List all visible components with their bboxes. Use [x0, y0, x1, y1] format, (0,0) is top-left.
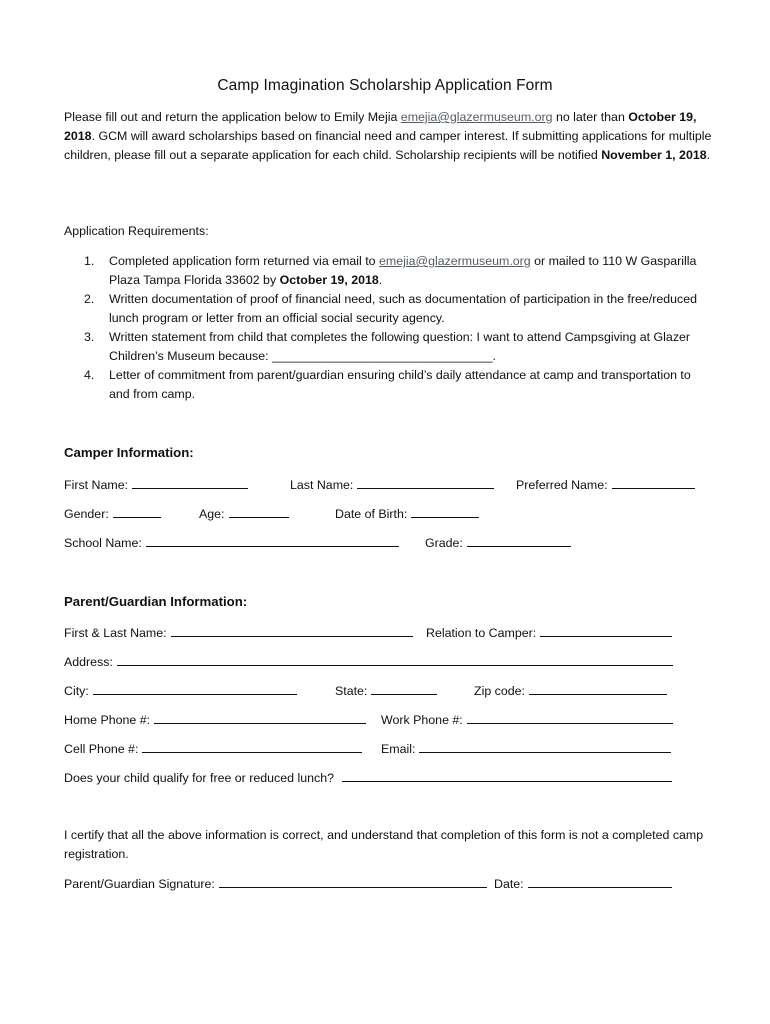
relation-label: Relation to Camper:: [426, 626, 537, 640]
city-label: City:: [64, 684, 89, 698]
intro-text-3: . GCM will award scholarships based on financial need and camper interest. If submitting applications for multiple children, please fill out a separate application for each child. Scholarship recipients will be notified: [64, 129, 712, 162]
signature-input[interactable]: [219, 875, 487, 888]
requirement-number: 3.: [84, 330, 95, 344]
guardian-name-field: [64, 624, 413, 640]
email-input[interactable]: [419, 740, 671, 753]
address-input[interactable]: [117, 653, 673, 666]
email-label: Email:: [381, 742, 416, 756]
guardian-section-heading: Parent/Guardian Information:: [64, 594, 248, 609]
intro-deadline: October 19, 2018: [64, 110, 697, 143]
home-phone-label: Home Phone #:: [64, 713, 151, 727]
state-label: State:: [335, 684, 368, 698]
zip-field: [474, 682, 667, 698]
last-name-input[interactable]: [357, 476, 494, 489]
age-field: [199, 505, 289, 521]
first-name-input[interactable]: [132, 476, 248, 489]
home-phone-field: [64, 711, 366, 727]
school-name-input[interactable]: [146, 534, 399, 547]
email-field: [381, 740, 671, 756]
requirement-item: [64, 328, 714, 366]
guardian-name-label: First & Last Name:: [64, 626, 167, 640]
zip-label: Zip code:: [474, 684, 525, 698]
preferred-name-input[interactable]: [612, 476, 695, 489]
requirement-item: [64, 252, 714, 290]
state-field: [335, 682, 437, 698]
age-label: Age:: [199, 507, 225, 521]
intro-text-1: Please fill out and return the application below to Emily Mejia: [64, 110, 401, 124]
city-input[interactable]: [93, 682, 297, 695]
first-name-label: First Name:: [64, 478, 129, 492]
cell-phone-input[interactable]: [142, 740, 362, 753]
preferred-name-field: [516, 476, 695, 492]
intro-text-4: .: [706, 148, 711, 162]
dob-label: Date of Birth:: [335, 507, 408, 521]
requirement-text: Letter of commitment from parent/guardian ensuring child’s daily attendance at camp and transportation to and from camp.: [109, 368, 691, 401]
home-phone-input[interactable]: [154, 711, 366, 724]
signature-field: [64, 875, 487, 891]
dob-input[interactable]: [411, 505, 479, 518]
last-name-label: Last Name:: [290, 478, 354, 492]
certification-text: I certify that all the above information is correct, and understand that completion of this form is not a completed camp registration.: [64, 828, 704, 861]
requirements-list: [64, 252, 714, 404]
intro-text-2: no later than: [552, 110, 629, 124]
camper-section-heading: Camper Information:: [64, 445, 194, 460]
form-title: Camp Imagination Scholarship Application Form: [217, 77, 553, 94]
requirement-number: 4.: [84, 368, 95, 382]
requirement-number: 2.: [84, 292, 95, 306]
cell-phone-field: [64, 740, 362, 756]
requirement-number: 1.: [84, 254, 95, 268]
first-name-field: [64, 476, 248, 492]
preferred-name-label: Preferred Name:: [516, 478, 608, 492]
last-name-field: [290, 476, 494, 492]
state-input[interactable]: [371, 682, 437, 695]
lunch-question-input[interactable]: [342, 769, 672, 782]
school-name-label: School Name:: [64, 536, 142, 550]
gender-field: [64, 505, 161, 521]
gender-label: Gender:: [64, 507, 109, 521]
requirement-text-c: .: [378, 273, 383, 287]
intro-notify-date: November 1, 2018: [601, 148, 707, 162]
signature-date-label: Date:: [494, 877, 524, 891]
requirement-item: [64, 366, 714, 404]
signature-date-input[interactable]: [528, 875, 672, 888]
address-field: [64, 653, 673, 669]
signature-label: Parent/Guardian Signature:: [64, 877, 215, 891]
dob-field: [335, 505, 479, 521]
work-phone-field: [381, 711, 673, 727]
city-field: [64, 682, 297, 698]
grade-input[interactable]: [467, 534, 571, 547]
cell-phone-label: Cell Phone #:: [64, 742, 139, 756]
intro-paragraph: [64, 108, 714, 165]
guardian-name-input[interactable]: [171, 624, 413, 637]
requirement-text: Written statement from child that completes the following question: I want to attend Campsgiving at Glazer Children’s Museum because: ________________________________.: [109, 330, 691, 363]
zip-input[interactable]: [529, 682, 667, 695]
intro-email-link[interactable]: emejia@glazermuseum.org: [400, 110, 553, 124]
grade-label: Grade:: [425, 536, 463, 550]
grade-field: [425, 534, 571, 550]
requirement-text: Written documentation of proof of financial need, such as documentation of participation in the free/reduced lunch program or letter from an official social security agency.: [109, 292, 697, 325]
relation-input[interactable]: [540, 624, 672, 637]
lunch-question-field: [64, 769, 672, 785]
requirement-text-a: Completed application form returned via email to: [109, 254, 379, 268]
signature-date-field: [494, 875, 672, 891]
lunch-question-label: Does your child qualify for free or reduced lunch?: [64, 771, 334, 785]
work-phone-label: Work Phone #:: [381, 713, 463, 727]
age-input[interactable]: [229, 505, 289, 518]
requirement-date: October 19, 2018: [279, 273, 379, 287]
requirement-email-link[interactable]: emejia@glazermuseum.org: [378, 254, 531, 268]
requirement-text-b: or mailed to 110 W Gasparilla Plaza Tampa Florida 33602 by: [109, 254, 697, 287]
school-name-field: [64, 534, 399, 550]
requirement-item: [64, 290, 714, 328]
work-phone-input[interactable]: [467, 711, 673, 724]
address-label: Address:: [64, 655, 113, 669]
gender-input[interactable]: [113, 505, 161, 518]
relation-field: [426, 624, 672, 640]
requirements-heading: Application Requirements:: [64, 224, 209, 238]
